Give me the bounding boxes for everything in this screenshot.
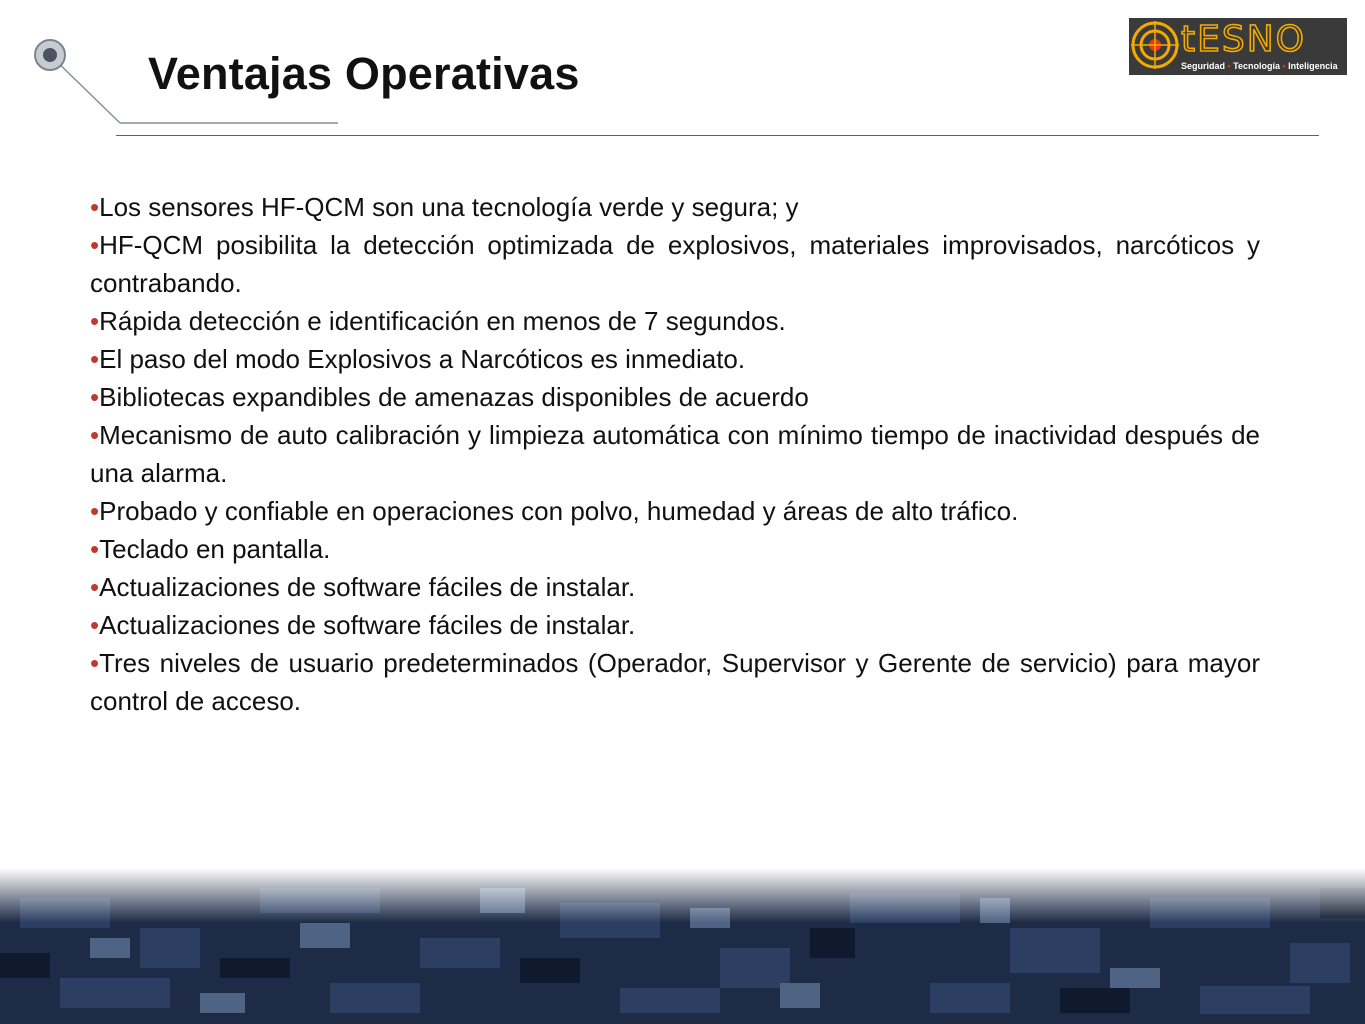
- tesno-logo: [1129, 18, 1347, 75]
- bullet-item: • Actualizaciones de software fáciles de instalar.: [90, 568, 1260, 606]
- title-divider: [116, 135, 1319, 136]
- bullet-item: • Los sensores HF-QCM son una tecnología verde y segura; y: [90, 188, 1260, 226]
- bullet-item: • Teclado en pantalla.: [90, 530, 1260, 568]
- slide-title: Ventajas Operativas: [148, 48, 580, 99]
- logo-wordmark: tESNO: [1181, 19, 1306, 60]
- bullet-item: • Probado y confiable en operaciones con polvo, humedad y áreas de alto tráfico.: [90, 492, 1260, 530]
- bullet-item: • Tres niveles de usuario predeterminados (Operador, Supervisor y Gerente de servicio) para mayor control de acceso.: [90, 644, 1260, 720]
- logo-tagline: Seguridad • Tecnología • Inteligencia: [1181, 61, 1338, 71]
- bullet-item: • El paso del modo Explosivos a Narcóticos es inmediato.: [90, 340, 1260, 378]
- target-icon: [1129, 18, 1181, 75]
- bullet-item: • HF-QCM posibilita la detección optimizada de explosivos, materiales improvisados, narcóticos y contrabando.: [90, 226, 1260, 302]
- camouflage-footer: [0, 868, 1365, 1024]
- bullet-item: • Actualizaciones de software fáciles de instalar.: [90, 606, 1260, 644]
- bullet-item: • Bibliotecas expandibles de amenazas disponibles de acuerdo: [90, 378, 1260, 416]
- bullet-list: [90, 188, 1260, 720]
- bullet-item: • Mecanismo de auto calibración y limpieza automática con mínimo tiempo de inactividad después de una alarma.: [90, 416, 1260, 492]
- bullet-item: • Rápida detección e identificación en menos de 7 segundos.: [90, 302, 1260, 340]
